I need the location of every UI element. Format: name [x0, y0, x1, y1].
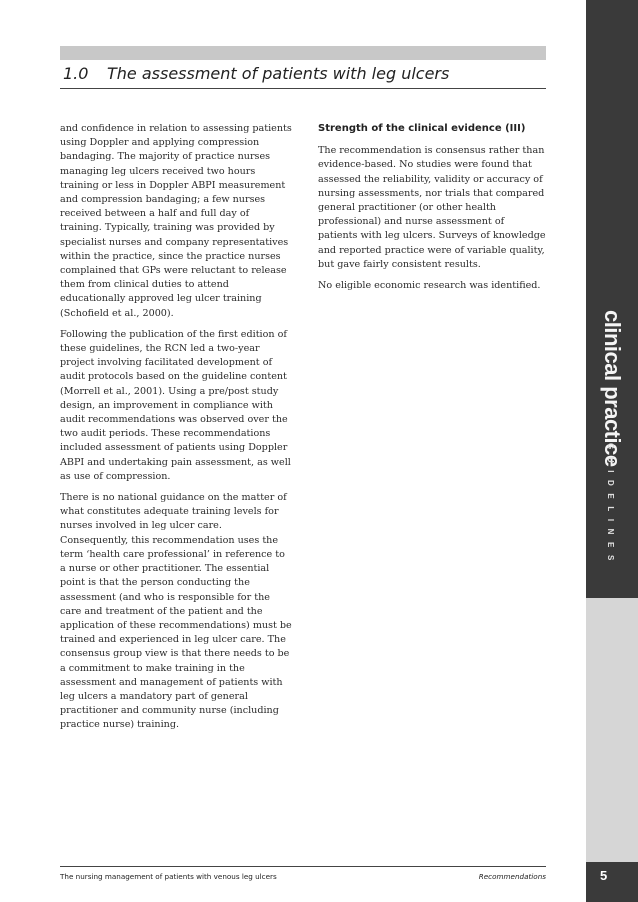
- section-title: The assessment of patients with leg ulcers: [107, 64, 450, 83]
- evidence-subheading: Strength of the clinical evidence (III): [318, 123, 526, 134]
- page-number: 5: [600, 868, 608, 883]
- paragraph: The recommendation is consensus rather than evidence-based. No studies were found that assessed the reliability, validity or accuracy of nursing assessments, nor trials that compared general practitioner (or other health professional) and nurse assessment of patients with leg ulcers. Surveys of knowledge and reported practice were of variable quality, but gave fairly consistent results.: [318, 145, 546, 270]
- section-heading: [63, 64, 543, 83]
- right-column: [318, 122, 546, 300]
- logo-sub-text: GUIDELINES: [606, 443, 615, 568]
- footer-document-title: The nursing management of patients with venous leg ulcers: [60, 872, 277, 881]
- paragraph: There is no national guidance on the matter of what constitutes adequate training levels for nurses involved in leg ulcer care. Consequently, this recommendation uses the term ‘health care professional’ in reference to a nurse or other practitioner. The essential point is that the person conducting the assessment (and who is responsible for the care and treatment of the patient and the application of these recommendations) must be trained and experienced in leg ulcer care. The consensus group view is that there needs to be a commitment to make training in the assessment and management of patients with leg ulcers a mandatory part of general practitioner and community nurse (including practice nurse) training.: [60, 492, 292, 731]
- clinical-practice-guidelines-logo: [597, 310, 637, 590]
- header-bar: [60, 46, 546, 60]
- paragraph: Following the publication of the first edition of these guidelines, the RCN led a two-year project involving facilitated development of audit protocols based on the guideline content (Morrell et al., 2001). Using a pre/post study design, an improvement in compliance with audit recommendations was observed over the two audit periods. These recommendations included assessment of patients using Doppler ABPI and undertaking pain assessment, as well as use of compression.: [60, 328, 291, 482]
- footer-section-name: Recommendations: [478, 872, 546, 881]
- logo-main-text: clinical practice: [600, 310, 625, 467]
- paragraph: No eligible economic research was identified.: [318, 280, 541, 292]
- left-column: [60, 122, 292, 740]
- footer-rule: [60, 866, 546, 867]
- heading-rule: [60, 88, 546, 89]
- section-number: 1.0: [63, 64, 89, 83]
- page-number-box: [586, 862, 638, 902]
- paragraph: and confidence in relation to assessing patients using Doppler and applying compression bandaging. The majority of practice nurses managing leg ulcers received two hours training or less in Doppler ABPI measurement and compression bandaging; a few nurses received between a half and full day of training. Typically, training was provided by specialist nurses and company representatives within the practice, since the practice nurses complained that GPs were reluctant to release them from clinical duties to attend educationally approved leg ulcer training (Schofield et al., 2000).: [60, 123, 292, 319]
